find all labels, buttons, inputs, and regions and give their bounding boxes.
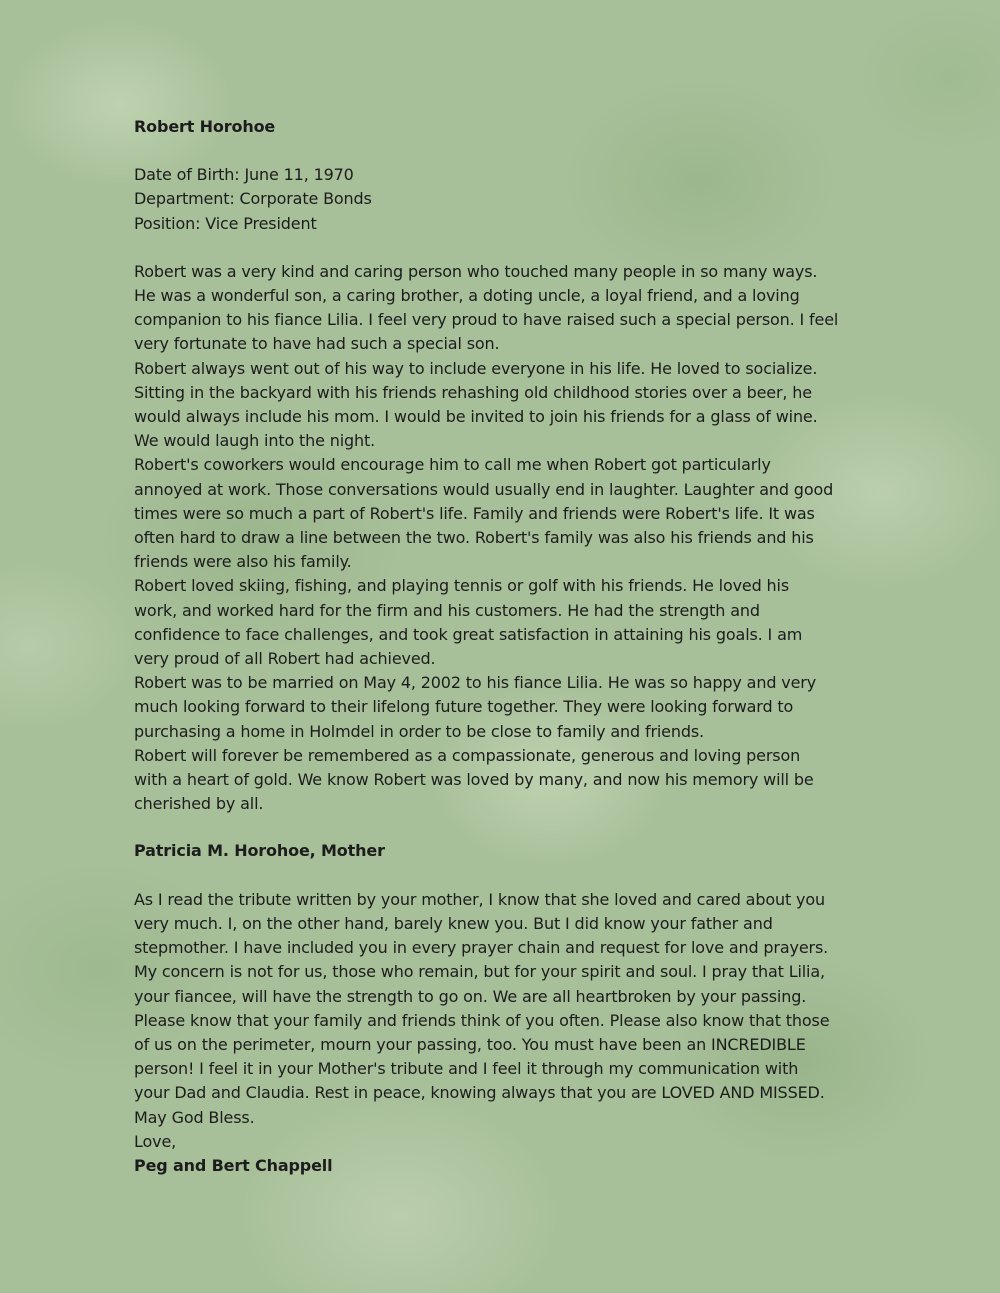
detail-department: Department: Corporate Bonds: [134, 189, 372, 209]
tribute-line: Robert loved skiing, fishing, and playing tennis or golf with his friends. He loved his: [134, 576, 790, 596]
tribute-line: Robert was a very kind and caring person who touched many people in so many ways.: [134, 261, 818, 281]
tribute-line: with a heart of gold. We know Robert was loved by many, and now his memory will be: [134, 770, 814, 790]
tribute-line: Robert always went out of his way to include everyone in his life. He loved to socialize.: [134, 358, 818, 378]
tribute-line: work, and worked hard for the firm and his customers. He had the strength and: [134, 600, 760, 620]
tribute-line: May God Bless.: [134, 1107, 255, 1127]
tribute-line: annoyed at work. Those conversations would usually end in laughter. Laughter and good: [134, 479, 834, 499]
tribute-line: your fiancee, will have the strength to go on. We are all heartbroken by your passing.: [134, 986, 807, 1006]
detail-date-of-birth: Date of Birth: June 11, 1970: [134, 165, 354, 185]
friend-tribute: [134, 888, 874, 1154]
tribute-line: stepmother. I have included you in every prayer chain and request for love and prayers.: [134, 938, 829, 958]
memorial-document: [134, 115, 874, 1178]
tribute-line: Please know that your family and friends think of you often. Please also know that those: [134, 1010, 830, 1030]
second-signature: Peg and Bert Chappell: [134, 1155, 333, 1175]
tribute-line: We would laugh into the night.: [134, 431, 376, 451]
tribute-line: Sitting in the backyard with his friends rehashing old childhood stories over a beer, he: [134, 382, 812, 402]
tribute-line: Robert's coworkers would encourage him to call me when Robert got particularly: [134, 455, 771, 475]
tribute-line: purchasing a home in Holmdel in order to be close to family and friends.: [134, 721, 704, 741]
tribute-line: very much. I, on the other hand, barely knew you. But I did know your father and: [134, 913, 773, 933]
tribute-line: person! I feel it in your Mother's tribute and I feel it through my communication with: [134, 1059, 799, 1079]
tribute-line: very fortunate to have had such a special son.: [134, 334, 500, 354]
tribute-line: My concern is not for us, those who remain, but for your spirit and soul. I pray that Lilia,: [134, 962, 825, 982]
mother-tribute: [134, 260, 874, 817]
tribute-line: As I read the tribute written by your mother, I know that she loved and cared about you: [134, 889, 825, 909]
tribute-line: cherished by all.: [134, 794, 264, 814]
tribute-line: companion to his fiance Lilia. I feel very proud to have raised such a special person. I feel: [134, 310, 839, 330]
detail-position: Position: Vice President: [134, 213, 317, 233]
tribute-line: of us on the perimeter, mourn your passing, too. You must have been an INCREDIBLE: [134, 1034, 806, 1054]
details-block: [134, 163, 874, 236]
tribute-line: much looking forward to their lifelong future together. They were looking forward to: [134, 697, 794, 717]
tribute-line: Love,: [134, 1131, 177, 1151]
tribute-line: times were so much a part of Robert's life. Family and friends were Robert's life. It was: [134, 503, 815, 523]
tribute-line: Robert was to be married on May 4, 2002 to his fiance Lilia. He was so happy and very: [134, 673, 817, 693]
tribute-signature: Patricia M. Horohoe, Mother: [134, 841, 385, 861]
name-heading: Robert Horohoe: [134, 117, 276, 136]
tribute-line: confidence to face challenges, and took great satisfaction in attaining his goals. I am: [134, 624, 803, 644]
tribute-line: your Dad and Claudia. Rest in peace, knowing always that you are LOVED AND MISSED.: [134, 1083, 825, 1103]
tribute-line: would always include his mom. I would be invited to join his friends for a glass of wine.: [134, 407, 818, 427]
tribute-line: often hard to draw a line between the two. Robert's family was also his friends and his: [134, 528, 814, 548]
tribute-line: friends were also his family.: [134, 552, 352, 572]
tribute-line: He was a wonderful son, a caring brother, a doting uncle, a loyal friend, and a loving: [134, 286, 800, 306]
tribute-line: very proud of all Robert had achieved.: [134, 649, 436, 669]
tribute-line: Robert will forever be remembered as a compassionate, generous and loving person: [134, 745, 801, 765]
